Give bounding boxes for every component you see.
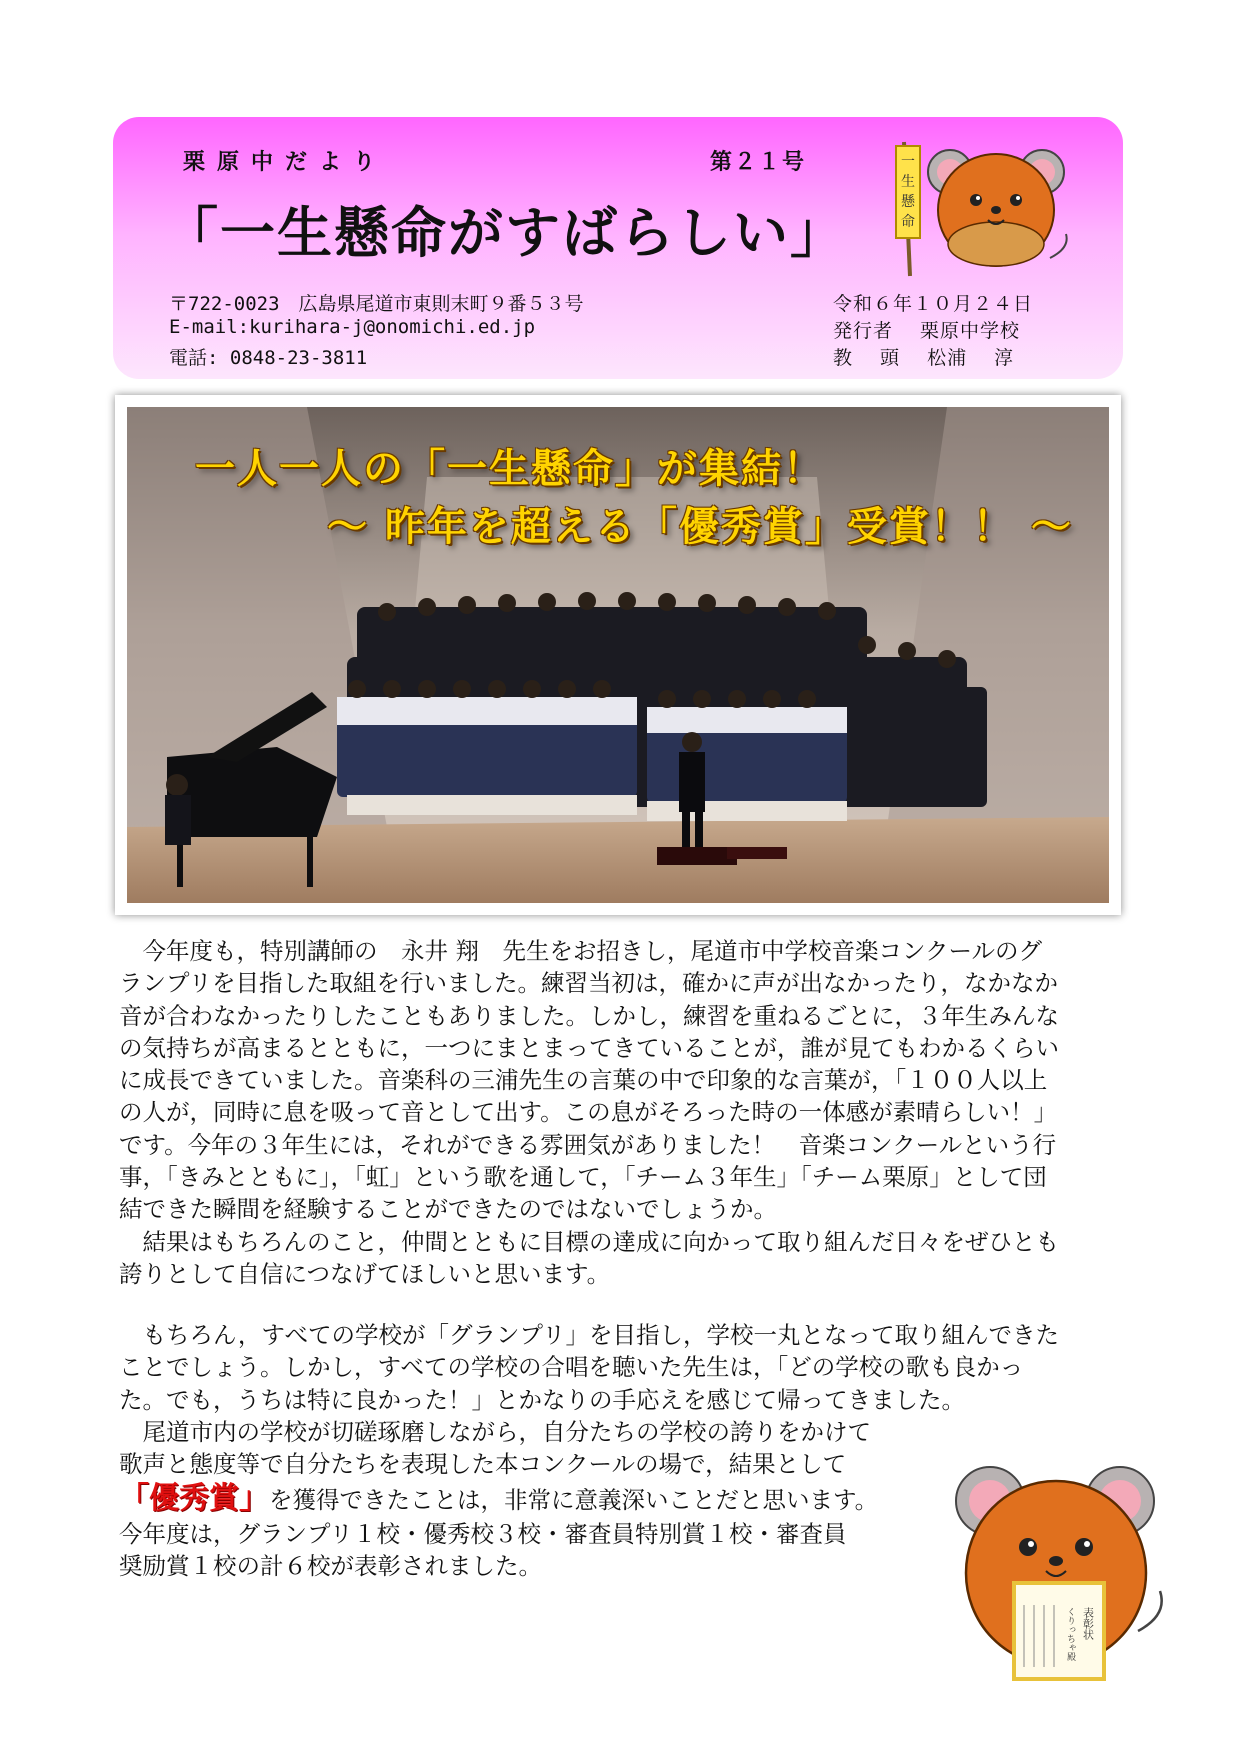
award-highlight: 「優秀賞」 <box>119 1481 269 1516</box>
certificate-name: くりっちゃ殿 <box>1065 1607 1075 1661</box>
mascot-certificate-icon <box>948 1455 1173 1695</box>
text-line: の人が，同時に息を吸って音として出す。この息がそろった時の一体感が素晴らしい！」 <box>119 1098 1058 1127</box>
article-paragraph-1 <box>119 935 1119 1290</box>
photo-caption-line2: ～ 昨年を超える「優秀賞」受賞！！ ～ <box>327 504 1073 550</box>
svg-text:一: 一 <box>901 154 915 170</box>
award-line-rest: を獲得できたことは，非常に意義深いことだと思います。 <box>269 1486 879 1514</box>
issue-date: 令和６年１０月２４日 <box>833 293 1034 315</box>
photo-caption-line1: 一人一人の「一生懸命」が集結！ <box>195 446 825 492</box>
text-line: 尾道市内の学校が切磋琢磨しながら，自分たちの学校の誇りをかけて <box>119 1417 871 1446</box>
text-line: です。今年の３年生には，それができる雰囲気がありました！ 音楽コンクールという行 <box>119 1130 1057 1159</box>
certificate-title: 表彰状 <box>1081 1607 1095 1640</box>
text-line: 奨励賞１校の計６校が表彰されました。 <box>119 1552 542 1581</box>
text-line: ランプリを目指した取組を行いました。練習当初は，確かに声が出なかったり，なかなか <box>119 969 1059 998</box>
address: 〒722-0023 広島県尾道市東則末町９番５３号 <box>169 293 584 315</box>
text-line: 結できた瞬間を経験することができたのではないでしょうか。 <box>119 1195 777 1224</box>
publisher: 発行者 栗原中学校 <box>833 320 1021 342</box>
text-line: 結果はもちろんのこと，仲間とともに目標の達成に向かって取り組んだ日々をぜひとも <box>119 1227 1059 1256</box>
svg-text:生: 生 <box>901 174 915 190</box>
text-line: もちろん，すべての学校が「グランプリ」を目指し，学校一丸となって取り組んできた <box>119 1321 1059 1349</box>
vice-principal: 教 頭 松浦 淳 <box>833 347 1015 369</box>
text-line: ことでしょう。しかし，すべての学校の合唱を聴いた先生は，「どの学校の歌も良かっ <box>119 1353 1024 1382</box>
choir-photo <box>115 395 1121 915</box>
text-line: 音が合わなかったりしたこともありました。しかし，練習を重ねるごとに，３年生みんな <box>119 1001 1059 1030</box>
text-line: 歌声と態度等で自分たちを表現した本コンクールの場で，結果として <box>119 1450 847 1479</box>
phone: 電話: 0848-23-3811 <box>169 347 368 369</box>
newsletter-title: 「一生懸命がすばらしい」 <box>163 200 848 265</box>
email: E-mail:kurihara-j@onomichi.ed.jp <box>169 316 536 338</box>
newsletter-name: 栗原中だより <box>183 150 388 175</box>
svg-text:懸: 懸 <box>901 194 915 210</box>
text-line: の気持ちが高まるとともに，一つにまとまってきていることが，誰が見てもわかるくらい <box>119 1033 1059 1062</box>
mascot-flag-icon <box>880 138 1080 278</box>
text-line: 今年度は，グランプリ１校・優秀校３校・審査員特別賞１校・審査員 <box>119 1520 847 1548</box>
issue-number: 第２１号 <box>710 150 807 175</box>
svg-text:命: 命 <box>901 214 915 230</box>
text-line: に成長できていました。音楽科の三浦先生の言葉の中で印象的な言葉が，「１００人以上 <box>119 1066 1048 1095</box>
text-line: 事，「きみとともに」，「虹」という歌を通して，「チーム３年生」「チーム栗原」として団 <box>119 1163 1047 1192</box>
text-line: 誇りとして自信につなげてほしいと思います。 <box>119 1259 611 1288</box>
text-line: た。でも，うちは特に良かった！」とかなりの手応えを感じて帰ってきました。 <box>119 1385 965 1414</box>
text-line: 今年度も，特別講師の 永井 翔 先生をお招きし，尾道市中学校音楽コンクールのグ <box>119 937 1043 965</box>
